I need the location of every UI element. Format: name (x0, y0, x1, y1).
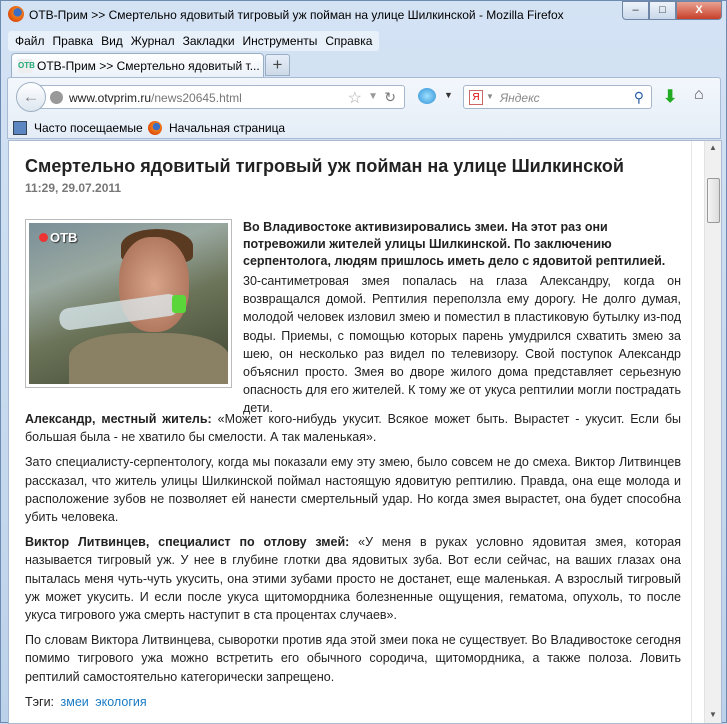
article (9, 141, 692, 723)
reload-icon[interactable]: ↻ (384, 89, 396, 105)
history-dropdown-icon[interactable]: ▼ (368, 91, 378, 102)
bookmark-star-icon[interactable]: ☆ (347, 90, 362, 107)
article-date: 11:29, 29.07.2011 (25, 181, 122, 195)
bookmark-start-page[interactable]: Начальная страница (169, 121, 286, 135)
search-icon[interactable]: ⚲ (633, 89, 644, 105)
close-button[interactable]: X (676, 1, 722, 20)
menu-history[interactable]: Журнал (130, 34, 175, 48)
yandex-icon[interactable]: Я (469, 90, 483, 105)
quote-speaker: Виктор Литвинцев, специалист по отлову змей: (25, 535, 350, 550)
article-paragraph: Зато специалисту-серпентологу, когда мы показали ему эту змею, было совсем не до смеха. Виктор Литвинцев рассказал, что житель улицы Шилкинской поймал настоящую ядовитую рептилию. Правда, она еще молода и расположение зубов не позволяет ей нанести смертельный удар. Но когда змея вырастет, она будет способна убить человека. (25, 455, 681, 525)
article-lead: Во Владивостоке активизировались змеи. На этот раз они потревожили жителей улицы Шилкинской. По заключению серпентолога, людям пришлось иметь дело с ядовитой рептилией. (243, 220, 666, 268)
tab-active[interactable] (11, 53, 264, 77)
tags-label: Тэги: (25, 694, 55, 709)
menu-bar (8, 31, 379, 51)
menu-tools[interactable]: Инструменты (242, 34, 318, 48)
bookmark-most-visited[interactable]: Часто посещаемые (34, 121, 143, 135)
title-bar (1, 1, 726, 29)
quote-text: «Может кого-нибудь укусит. Всякое может быть. Вырастет - укусит. Если бы большая была - не хватило бы смелости. А так маленькая». (25, 412, 681, 445)
quote-paragraph (25, 410, 681, 446)
new-tab-button[interactable]: + (265, 54, 290, 76)
menu-file[interactable]: Файл (15, 34, 45, 48)
url-domain: www.otvprim.ru (69, 91, 152, 105)
quote-paragraph (25, 533, 681, 624)
window-title: ОТВ-Прим >> Смертельно ядовитый тигровый уж пойман на улице Шилкинской - Mozilla Firefox (29, 8, 564, 22)
menu-edit[interactable]: Правка (52, 34, 94, 48)
home-icon[interactable]: ⌂ (694, 86, 704, 103)
article-paragraph: По словам Виктора Литвинцева, сыворотки против яда этой змеи пока не существует. Во Владивостоке сегодня помимо тигрового ужа можно встретить его обычного сородича, щитомордника, а также полоза. Ловить рептилий самостоятельно категорически запрещено. (25, 633, 681, 684)
url-path: /news20645.html (151, 91, 242, 105)
addon-icon[interactable] (418, 88, 436, 104)
otv-logo: ОТВ (39, 229, 77, 247)
web-page (8, 140, 722, 724)
tag-link[interactable]: змеи (60, 694, 89, 709)
most-visited-icon (13, 121, 27, 135)
search-box[interactable] (463, 85, 652, 109)
article-photo (25, 219, 232, 388)
quote-text: «У меня в руках условно ядовитая змея, которая называется тигровый уж. У нее в глубине глотки два ядовитых зуба. Вот если сейчас, на ваших глазах она пыталась меня чуть-чуть укусить, она этими зубами просто не достанет, еще маленькая. А взрослый тигровый уж может укусить. И если после укуса щитомордника болезненные ощущения, гематома, опухоль, то после укуса тигрового ужа смерть наступит в ста процентах случаев». (25, 535, 681, 623)
addon-dropdown-icon[interactable]: ▼ (444, 90, 453, 100)
tag-link[interactable]: экология (95, 694, 147, 709)
menu-view[interactable]: Вид (101, 34, 123, 48)
engine-dropdown-icon[interactable]: ▼ (486, 92, 494, 101)
scroll-thumb[interactable] (707, 178, 720, 223)
download-icon[interactable]: ⬇ (663, 87, 678, 106)
scroll-up-icon[interactable]: ▲ (709, 143, 717, 152)
menu-bookmarks[interactable]: Закладки (182, 34, 235, 48)
url-bar[interactable] (38, 85, 405, 109)
firefox-icon (148, 121, 162, 135)
back-button[interactable]: ← (16, 82, 46, 112)
navigation-toolbar (7, 77, 721, 139)
firefox-icon (8, 6, 24, 22)
site-favicon: ОТВ (18, 59, 32, 73)
scroll-down-icon[interactable]: ▼ (709, 710, 717, 719)
article-paragraph: 30-сантиметровая змея попалась на глаза Александру, когда он возвращался домой. Рептилия переползла ему дорогу. Не долго думая, молодой человек изловил змею и поместил в пластиковую бутылку из-под воды. Приемы, с помощью которых парень умудрился схватить змею за шею, он несколько раз видел по телевизору. Свой поступок Александр объяснил просто. Змея во дворе жилого дома представляет серьезную опасность для его жителей. К тому же от укуса рептилии могли пострадать дети. (243, 274, 681, 416)
search-placeholder: Яндекс (500, 91, 540, 105)
maximize-button[interactable]: □ (649, 1, 676, 20)
quote-speaker: Александр, местный житель: (25, 412, 212, 426)
tab-label: ОТВ-Прим >> Смертельно ядовитый т... (37, 59, 260, 73)
vertical-scrollbar[interactable] (704, 141, 721, 723)
menu-help[interactable]: Справка (325, 34, 373, 48)
article-title: Смертельно ядовитый тигровый уж пойман на улице Шилкинской (25, 156, 624, 176)
globe-icon (50, 91, 63, 104)
minimize-button[interactable]: – (622, 1, 649, 20)
tags (25, 693, 681, 711)
